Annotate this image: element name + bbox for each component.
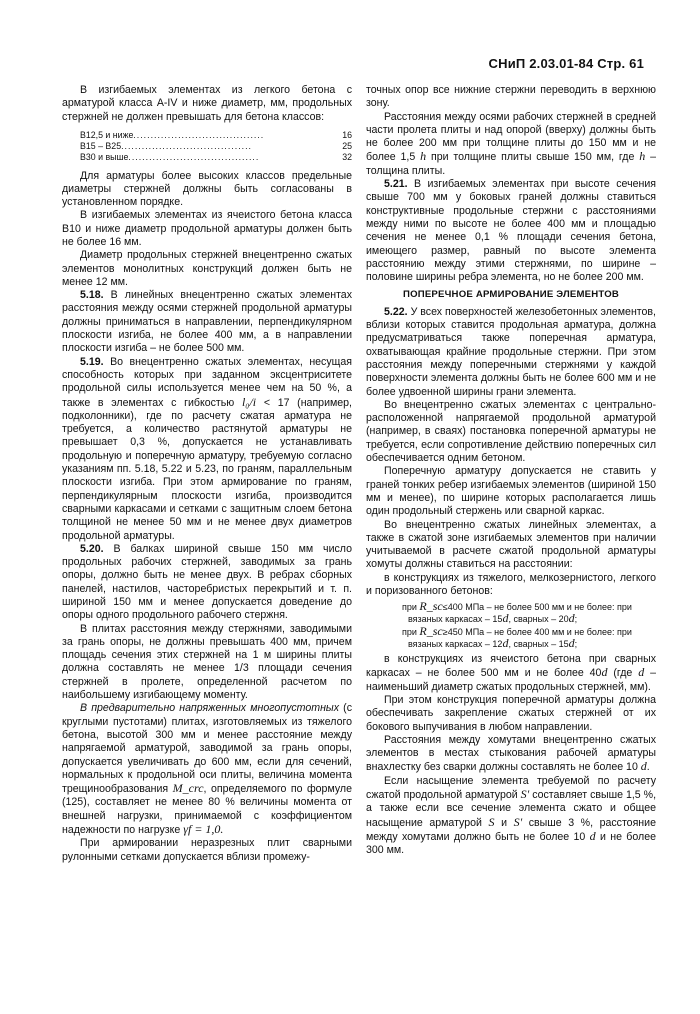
paragraph: В изгибаемых элементах из ячеистого бетона класса B10 и ниже диаметр продольной арматуры должен быть не более 16 мм.	[62, 209, 352, 248]
paragraph: в конструкциях из тяжелого, мелкозернистого, легкого и поризованного бетонов:	[366, 571, 656, 597]
paragraph: При этом конструкция поперечной арматуры должна обеспечивать закрепление сжатых стержней от их бокового выпучивания в любом направлении.	[366, 693, 656, 733]
paragraph: Расстояния между осями рабочих стержней в средней части пролета плиты и над опорой (вверху) должны быть не более 200 мм при толщине плиты до 150 мм и не более 1,5 h при толщине плиты свыше 150 мм, где h – толщина плиты.	[366, 110, 656, 177]
paragraph: в конструкциях из ячеистого бетона при сварных каркасах – не более 500 мм и не более 40d (где d – наименьший диаметр сжатых продольных стержней, мм).	[366, 653, 656, 693]
paragraph: В плитах расстояния между стержнями, заводимыми за грань опоры, не должны превышать 400 мм, причем площадь сечения этих стержней на 1 м ширины плиты должна составлять не менее 1/3 площади сечения стержней в пролете, определенной расчетом по наибольшему изгибающему моменту.	[62, 622, 352, 702]
clause-5-18: 5.18. В линейных внецентренно сжатых элементах расстояния между осями стержней продольной арматуры должны приниматься в направлении, перпендикулярном плоскости изгиба, не более 400 мм, а в направлении плоскости изгиба – не более 500 мм.	[62, 289, 352, 355]
paragraph: В изгибаемых элементах из легкого бетона с арматурой класса A-IV и ниже диаметр, мм, продольных стержней не должен превышать для бетона классов:	[62, 84, 352, 123]
paragraph: Диаметр продольных стержней внецентренно сжатых элементов монолитных конструкций должен быть не менее 12 мм.	[62, 249, 352, 288]
stirrup-spacing-list	[366, 601, 656, 650]
list-item: при R_sc≤400 МПа – не более 500 мм и не более: при вязаных каркасах – 15d, сварных – 20d;	[402, 599, 632, 626]
paragraph: Для арматуры более высоких классов предельные диаметры стержней должны быть согласованы в установленном порядке.	[62, 169, 352, 209]
section-title: ПОПЕРЕЧНОЕ АРМИРОВАНИЕ ЭЛЕМЕНТОВ	[402, 289, 620, 301]
clause-5-20: 5.20. В балках шириной свыше 150 мм число продольных рабочих стержней, заводимых за грань опоры, должно быть не менее двух. В ребрах сборных панелей, настилов, часторебристых перекрытий и т. п. шириной 150 мм и менее допускается доведение до опоры одного продольного рабочего стержня.	[62, 542, 352, 622]
list-item: B15 – B25 ...................................... 25	[80, 141, 352, 152]
clause-5-21: 5.21. В изгибаемых элементах при высоте сечения свыше 700 мм у боковых граней должны ставиться конструктивные продольные стержни с расстояниями между ними по высоте не более 400 мм и площадью сечения не менее 0,1 % площади сечения бетона, имеющего размер, равный по высоте элемента расстоянию между этими стержнями, по ширине – половине ширины ребра элемента, но не более 200 мм.	[366, 178, 656, 284]
list-item: B30 и выше ...................................... 32	[80, 152, 352, 163]
paragraph: Если насыщение элемента требуемой по расчету сжатой продольной арматурой S' составляет свыше 1,5 %, а также если все сечение элемента сжато и общее насыщение арматурой S и S' свыше 3 %, расстояние между хомутами должно быть не более 10 d и не более 300 мм.	[366, 774, 657, 857]
paragraph: При армировании неразрезных плит сварными рулонными сетками допускается вблизи промежу-	[62, 837, 352, 863]
paragraph: Во внецентренно сжатых элементах с центрально-расположенной напрягаемой продольной арматурой (например, в сваях) постановка поперечной арматуры не требуется, если сопротивление действию поперечных сил обеспечивается одним бетоном.	[366, 398, 656, 465]
right-column	[366, 84, 656, 858]
paragraph: Во внецентренно сжатых линейных элементах, а также в сжатой зоне изгибаемых элементов при наличии учитываемой в расчете сжатой продольной арматуры хомуты должны ставиться на расстоянии:	[366, 518, 656, 571]
clause-5-22: 5.22. У всех поверхностей железобетонных элементов, вблизи которых ставится продольная арматура, должна предусматриваться также поперечная арматура, охватывающая крайние продольные стержни. При этом расстояния между поперечными стержнями у каждой поверхности элемента должны быть не более 600 мм и не более удвоенной ширины грани элемента.	[366, 305, 656, 398]
diameter-list	[80, 130, 352, 164]
page-header: СНиП 2.03.01-84 Стр. 61	[488, 56, 644, 71]
clause-5-19: 5.19. Во внецентренно сжатых элементах, несущая способность которых при заданном эксцентриситете продольной силы используется менее чем на 50 %, а также в элементах с гибкостью l₀/i < 17 (например, подколонники), где по расчету сжатая арматура не требуется, а количество растянутой арматуры не превышает 0,3 %, допускается не устанавливать продольную и поперечную арматуру, требуемую согласно указаниям пп. 5.18, 5.22 и 5.23, по граням, параллельным плоскости изгиба. При этом армирование по граням, перпендикулярным плоскости изгиба, производится сварными каркасами и сетками с защитным слоем бетона толщиной не менее 50 мм и не менее двух диаметров продольной арматуры.	[62, 355, 353, 542]
paragraph: точных опор все нижние стержни переводить в верхнюю зону.	[366, 84, 656, 110]
list-item: B12,5 и ниже ...................................... 16	[80, 129, 352, 140]
paragraph: Расстояния между хомутами внецентренно сжатых элементов в местах стыкования рабочей арматуры внахлестку без сварки должны составлять не более 10 d.	[366, 733, 656, 774]
list-item: при R_sc≥450 МПа – не более 400 мм и не более: при вязаных каркасах – 12d, сварных – 15d;	[402, 623, 632, 650]
paragraph: В предварительно напряженных многопустотных (с круглыми пустотами) плитах, изготовляемых из тяжелого бетона, высотой 300 мм и менее расстояние между напрягаемой арматурой, заводимой за грань опоры, допускается увеличивать до 600 мм, если для сечений, нормальных к продольной оси плиты, величина момента трещинообразования M_crc, определяемого по формуле (125), составляет не менее 80 % величины момента от внешней нагрузки, принимаемой с коэффициентом надежности по нагрузке γf = 1,0.	[62, 702, 352, 837]
paragraph: Поперечную арматуру допускается не ставить у граней тонких ребер изгибаемых элементов (шириной 150 мм и менее), по ширине которых располагается лишь один продольный стержень или сварной каркас.	[366, 465, 656, 518]
left-column	[62, 84, 352, 864]
